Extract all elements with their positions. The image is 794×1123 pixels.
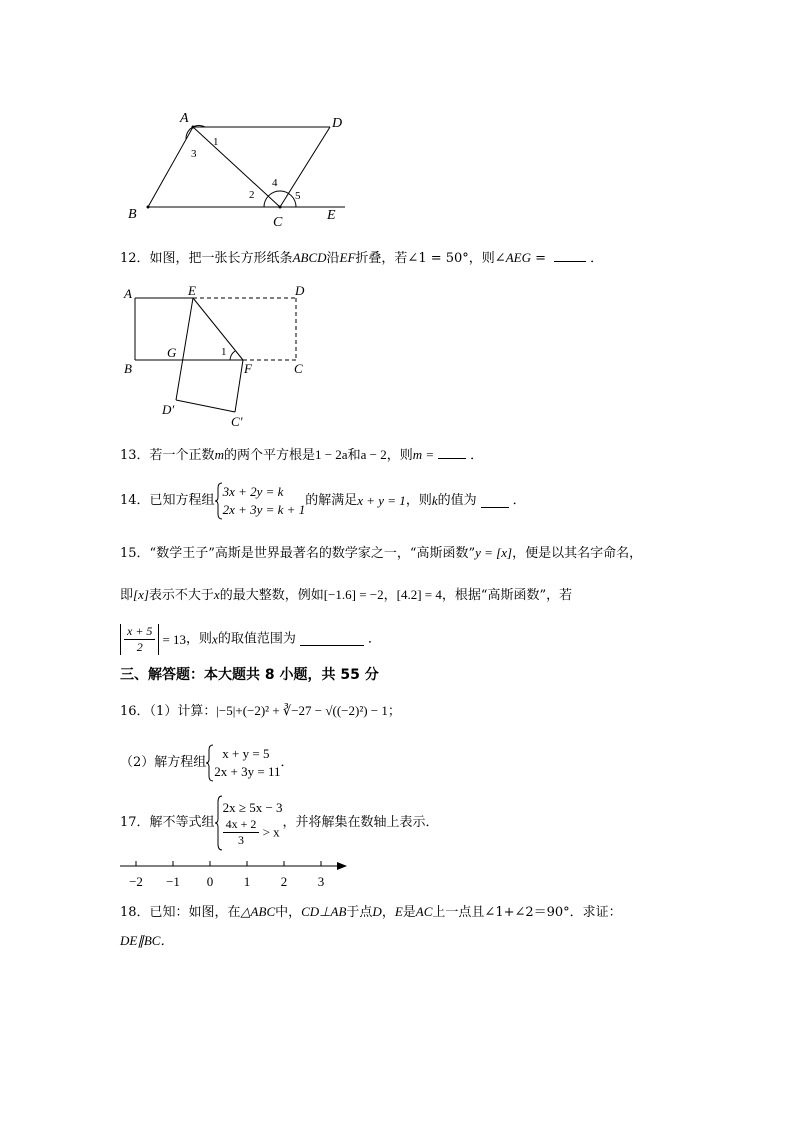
number-line-tick-label: 0: [206, 874, 214, 889]
q13-end: ．: [470, 448, 484, 463]
q17-system: [223, 799, 283, 848]
q15-example-1: [−1.6] = −2: [323, 587, 384, 602]
number-line-tick-label: 2: [280, 874, 288, 889]
question-15-line-1: [120, 544, 642, 563]
q12-text-4: =: [530, 251, 551, 266]
q16-semicolon: ；: [387, 704, 401, 719]
q18-triangle: △ABC: [240, 904, 276, 919]
q14-text-4: 的值为: [437, 493, 477, 508]
q16-eq-2: 2x + 3y = 11: [214, 764, 281, 779]
q14-system: [223, 483, 306, 519]
q18-text-4: ，: [381, 905, 395, 920]
q12-text-1: 如图，把一张长方形纸条: [149, 251, 293, 266]
q18-text-2: 中，: [275, 905, 302, 920]
q13-root-2: a − 2: [360, 447, 387, 462]
q14-text-1: 已知方程组: [149, 493, 215, 508]
q17-brace: [215, 795, 223, 851]
angle-1: 1: [221, 346, 227, 358]
q13-text-4: ，则: [386, 448, 413, 463]
q16-eq-1: x + y = 5: [222, 746, 270, 761]
fold-cf: [235, 360, 243, 412]
q16-system: [214, 745, 280, 781]
q15-bracket-fraction: [120, 624, 159, 655]
label-e: E: [327, 208, 336, 223]
question-15-line-2: [120, 586, 572, 605]
label-c: C: [273, 215, 283, 230]
q13-text-3: 和: [347, 448, 361, 463]
q14-k: k: [431, 493, 438, 508]
angle-1: 1: [213, 136, 219, 148]
angle-2: 2: [249, 189, 255, 201]
q17-ineq-1: 2x ≥ 5x − 3: [222, 799, 283, 815]
q13-answer-blank[interactable]: [438, 446, 466, 459]
q18-segment-ac: AC: [415, 904, 433, 919]
angle-5: 5: [295, 190, 301, 202]
question-16-part-2: [120, 744, 293, 782]
q18-text-3: 于点: [346, 905, 373, 920]
q16-part-1-label: （1）计算：: [149, 704, 217, 719]
q15-x: x: [213, 587, 220, 602]
q12-text-2: 沿: [326, 251, 340, 266]
q12-aeg: AEG: [505, 250, 531, 265]
fold-ef: [193, 298, 243, 360]
q13-number: 13．: [120, 448, 150, 463]
number-line-tick-label: 1: [243, 874, 251, 889]
label-a: A: [124, 286, 132, 301]
q15-answer-blank[interactable]: [300, 633, 364, 646]
q13-m-equals: m =: [412, 447, 435, 462]
q15-line2-a: 即: [120, 588, 134, 603]
question-13: [120, 446, 483, 465]
q15-line1-b: ，便是以其名字命名，: [512, 546, 643, 561]
fold-dc: [176, 400, 235, 412]
label-g: G: [167, 345, 177, 360]
q15-end: ．: [367, 631, 381, 647]
q14-text-3: ，则: [405, 493, 432, 508]
angle-4: 4: [272, 177, 278, 189]
line-ac: [193, 127, 280, 207]
q17-gt: > x: [262, 824, 280, 839]
q15-fraction: [124, 624, 155, 655]
q14-condition: x + y = 1: [357, 493, 406, 508]
label-f: F: [244, 361, 252, 376]
q13-root-1: 1 − 2a: [314, 447, 348, 462]
q14-text-2: 的解满足: [305, 493, 358, 508]
q13-text-2: 的两个平方根是: [223, 448, 315, 463]
q16-end: ．: [280, 755, 294, 770]
q12-answer-blank[interactable]: [554, 249, 586, 262]
number-line-arrow: [337, 862, 347, 870]
question-17: [120, 795, 439, 851]
q13-m: m: [214, 447, 224, 462]
q17-fraction-num: 4x + 2: [223, 817, 260, 833]
q15-gauss-function: y = [x]: [475, 545, 513, 560]
q12-number: 12．: [120, 251, 150, 266]
figure-folded-strip: [118, 282, 318, 432]
q16-expression: |−5|+(−2)² + ∛−27 − √((−2)²) − 1: [216, 703, 388, 718]
q14-number: 14．: [120, 493, 150, 508]
q18-text-6: 上一点且∠1+∠2＝90°．求证：: [432, 905, 622, 920]
q14-eq-1: 3x + 2y = k: [222, 484, 284, 499]
figure-parallelogram: [120, 105, 360, 230]
q15-line2-d: ，根据“高斯函数”，若: [441, 588, 573, 603]
line-ab: [148, 127, 193, 207]
q12-ef: EF: [339, 250, 356, 265]
q14-brace: [215, 482, 223, 520]
arc-angle-c: [264, 191, 296, 207]
q12-abcd: ABCD: [292, 250, 327, 265]
q15-number: 15．: [120, 546, 150, 561]
q15-equals: = 13: [162, 631, 187, 647]
line-cd: [280, 127, 330, 207]
q16-part-2-label: （2）解方程组: [120, 755, 207, 770]
number-line-tick-label: −2: [129, 874, 143, 889]
q15-line3-a: ，则: [186, 631, 213, 647]
q17-fraction-den: 3: [237, 832, 244, 847]
question-18-line-2: DE∥BC．: [120, 933, 174, 948]
section-3-heading: 三、解答题：本大题共 8 小题，共 55 分: [120, 667, 379, 683]
q17-fraction: [223, 817, 260, 848]
q12-text-3: 折叠，若∠1 = 50°，则∠: [355, 251, 506, 266]
q18-number: 18．: [120, 905, 150, 920]
q17-text-2: ，并将解集在数轴上表示．: [282, 815, 439, 830]
q15-sep: ，: [383, 588, 397, 603]
q12-end: ．: [590, 251, 604, 266]
angle-3: 3: [191, 148, 197, 160]
q18-text-1: 已知：如图，在: [149, 905, 241, 920]
number-line: [115, 856, 355, 890]
number-line-tick-label: −1: [166, 874, 180, 889]
q15-x-2: x: [212, 631, 218, 647]
q14-answer-blank[interactable]: [481, 495, 509, 508]
question-15-line-3: [120, 624, 381, 655]
label-c-prime: C′: [231, 414, 243, 429]
question-16-part-1: [120, 702, 401, 721]
q18-point-d: D: [372, 904, 382, 919]
label-d-prime: D′: [162, 402, 175, 417]
label-b: B: [128, 207, 137, 222]
number-line-tick-label: 3: [317, 874, 325, 889]
q15-example-2: [4.2] = 4: [396, 587, 442, 602]
q14-end: ．: [512, 493, 526, 508]
q15-line2-c: 的最大整数，例如: [219, 588, 324, 603]
fold-ed: [176, 298, 193, 400]
q17-number: 17．: [120, 815, 150, 830]
q15-line1-a: “数学王子”高斯是世界最著名的数学家之一，“高斯函数”: [149, 546, 476, 561]
q15-line2-b: 表示不大于: [148, 588, 214, 603]
label-b: B: [124, 361, 132, 376]
q16-number: 16．: [120, 704, 150, 719]
q18-text-5: 是: [402, 905, 416, 920]
q18-cd-perp-ab: CD⊥AB: [301, 904, 347, 919]
q15-fraction-num: x + 5: [124, 624, 155, 640]
label-d: D: [295, 283, 305, 298]
label-a: A: [180, 111, 189, 126]
q18-point-e: E: [394, 904, 403, 919]
arc-angle-1: [230, 351, 235, 360]
q17-text-1: 解不等式组: [149, 815, 215, 830]
q16-brace: [206, 744, 214, 782]
q14-eq-2: 2x + 3y = k + 1: [222, 502, 306, 517]
label-e: E: [188, 283, 196, 298]
question-12: [120, 249, 603, 268]
label-d: D: [332, 116, 343, 131]
question-18: [120, 903, 622, 922]
q15-bracket-x: [x]: [133, 587, 149, 602]
q15-line3-b: 的取值范围为: [217, 631, 296, 647]
label-c: C: [294, 361, 303, 376]
q15-fraction-den: 2: [136, 640, 143, 654]
arc-angle-a: [186, 126, 205, 139]
q13-text-1: 若一个正数: [149, 448, 215, 463]
question-14: [120, 482, 526, 520]
